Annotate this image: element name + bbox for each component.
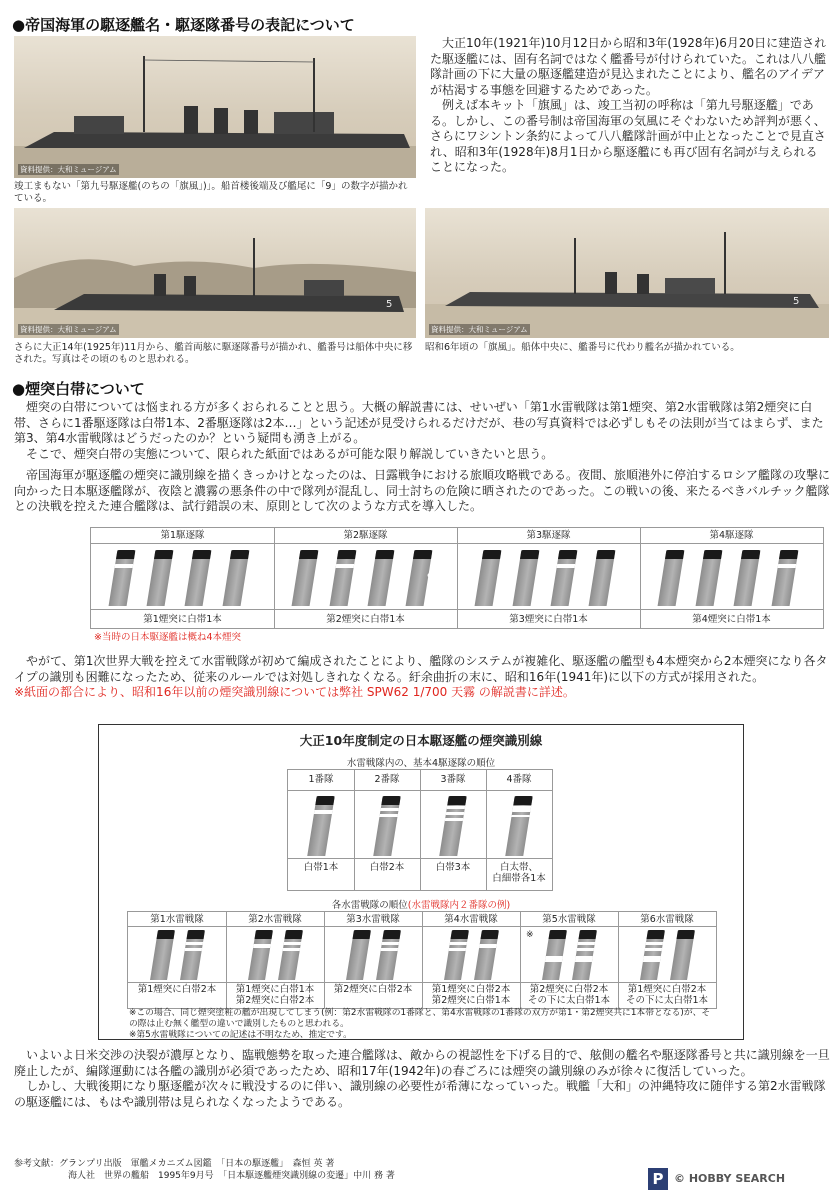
ship-silhouette-2: [14, 208, 416, 338]
squadron-label: 白帯3本: [435, 862, 471, 873]
section1-heading: ●帝国海軍の駆逐艦名・駆逐隊番号の表記について: [12, 16, 355, 34]
flotilla-label: 第2煙突に白帯2本 その下に太白帯1本: [527, 984, 611, 1006]
section3-para-1: いよいよ日米交渉の決裂が濃厚となり、臨戦態勢を取った連合艦隊は、敵からの視認性を下げる目的で、舷側の艦名や駆逐隊番号と共に識別線を一旦廃止したが、編隊運動には各艦の識別が必須であったため、昭和17年(1942年)の春ごろには煙突の識別線のみが徐々に復活していった。: [14, 1048, 830, 1078]
figure2-note-1: ※この場合、同じ煙突塗粧の艦が出現してしまう(例：第2水雷戦隊の1番隊と、第4水雷戦隊の1番隊の双方が第1・第2煙突共に1本帯となる)が、その際は止む無く艦型の違いで識別したものと思われる。: [129, 1008, 711, 1029]
funnel-icon: [696, 550, 723, 606]
hull-number-label-2: 5: [793, 296, 800, 307]
squadron-header: 3番隊: [440, 774, 466, 785]
section2-para-3: 帝国海軍が駆逐艦の煙突に識別線を描くきっかけとなったのは、日露戦争における旅順攻略戦である。夜間、旅順港外に停泊するロシア艦隊の攻撃に向かった日本駆逐艦隊が、夜陰と濃霧の悪条件の中で隊列が混乱し、同士討ちの危険に晒されたのであった。この戦いの後、来たるべきバルチック艦隊との決戦を控えた連合艦隊は、試行錯誤の末、原則として次のような方式を導入した。: [14, 468, 831, 513]
hull-number-label: 5: [386, 299, 393, 310]
funnel-icon: [551, 550, 578, 606]
division-label: 第1煙突に白帯1本: [143, 614, 222, 625]
ship-silhouette-3: [425, 208, 829, 338]
figure-4-funnel-divisions: [90, 527, 824, 629]
photo3-caption: 昭和6年頃の「旗風」。船体中央に、艦番号に代わり艦名が描かれている。: [425, 342, 740, 353]
photo-credit: 資料提供：大和ミュージアム: [20, 165, 117, 174]
funnel-icon: [373, 796, 401, 856]
funnel-number-label: 9: [427, 572, 434, 583]
funnel-icon: [542, 930, 567, 980]
flotilla-header: 第6水雷戦隊: [640, 914, 694, 925]
photo-credit: 資料提供：大和ミュージアム: [431, 325, 528, 334]
references-label: 参考文献：: [14, 1159, 60, 1169]
division-label: 第4煙突に白帯1本: [692, 614, 771, 625]
section2-para-4-block: [14, 654, 830, 701]
division-header: 第2駆逐隊: [343, 530, 388, 541]
section2-heading: ●煙突白帯について: [12, 380, 145, 398]
brand-logo: P: [648, 1168, 668, 1190]
funnel-icon: [640, 930, 665, 980]
section3-text: [14, 1048, 830, 1110]
funnel-icon: [439, 796, 467, 856]
funnel-icon: [278, 930, 303, 980]
funnel-icon: [475, 550, 502, 606]
figure2-subtitle: 水雷戦隊内の、基本4駆逐隊の順位: [346, 758, 496, 769]
figure1-note: ※当時の日本駆逐艦は概ね4本煙突: [94, 632, 242, 643]
flotilla-header: 第1水雷戦隊: [150, 914, 204, 925]
funnel-icon: [670, 930, 695, 980]
funnel-icon: [589, 550, 616, 606]
funnel-icon: [180, 930, 205, 980]
squadron-label: 白帯1本: [303, 862, 339, 873]
division-header: 第1駆逐隊: [160, 530, 205, 541]
squadron-header: 1番隊: [308, 774, 334, 785]
funnel-icon: [307, 796, 335, 856]
figure2-title: 大正10年度制定の日本駆逐艦の煙突識別線: [299, 733, 543, 748]
flotilla-header: 第2水雷戦隊: [248, 914, 302, 925]
photo-hatakaze-1931: [425, 208, 829, 338]
funnel-icon: [734, 550, 761, 606]
section3-para-2: しかし、大戦後期になり駆逐艦が次々に戦没するのに伴い、識別線の必要性が希薄になっていった。戦艦「大和」の沖縄特攻に随伴する第2水雷戦隊の駆逐艦には、もはや識別帯は見られなくなったようである。: [14, 1079, 826, 1109]
funnel-icon: [772, 550, 799, 606]
funnel-icon: [150, 930, 175, 980]
funnel-icon: [658, 550, 685, 606]
section2-red-note: ※紙面の都合により、昭和16年以前の煙突識別線については弊社 SPW62 1/700 天霧 の解説書に詳述。: [14, 685, 575, 699]
references: [14, 1158, 395, 1182]
section1-para-1: 大正10年(1921年)10月12日から昭和3年(1928年)6月20日に建造された駆逐艦には、固有名詞ではなく艦番号が付けられていた。これは八八艦隊計画の下に大量の駆逐艦建造が見込まれたことにより、艦名のアイデアが枯渇する事態を回避するためであった。: [430, 36, 827, 97]
squadron-header: 2番隊: [374, 774, 400, 785]
figure2-note-2: ※第5水雷戦隊についての記述は不明なため、推定です。: [129, 1030, 352, 1040]
section2-para-2: そこで、煙突白帯の実態について、限られた紙面ではあるが可能な限り解説していきたいと思う。: [26, 446, 554, 461]
figure-funnel-identification: [98, 724, 744, 1040]
funnel-icon: [368, 550, 395, 606]
funnel-icon: [223, 550, 250, 606]
funnel-icon: [109, 550, 136, 606]
funnel-icon: [346, 930, 371, 980]
flotilla-label: 第1煙突に白帯2本 その下に太白帯1本: [625, 984, 709, 1006]
funnel-icon: [292, 550, 319, 606]
funnel-icon: [505, 796, 533, 856]
ship-silhouette-1: [14, 36, 416, 178]
reference-2: 海人社 世界の艦船 1995年9月号 「日本駆逐艦煙突識別線の変遷」中川 務 著: [68, 1171, 395, 1181]
asterisk-mark: ※: [526, 930, 534, 940]
section2-para-4: やがて、第1次世界大戦を控えて水雷戦隊が初めて編成されたことにより、艦隊のシステムが複雑化、駆逐艦の艦型も4本煙突から2本煙突になり各タイプの識別も困難になったため、従来のルールでは対処しきれなくなる。紆余曲折の末に、昭和16年(1941年)に以下の方式が採用された。: [14, 654, 828, 684]
figure2-subtitle2: [99, 897, 743, 911]
funnel-icon: [248, 930, 273, 980]
photo-destroyer-1925: [14, 208, 416, 338]
funnel-icon: [572, 930, 597, 980]
photo-credit: 資料提供：大和ミュージアム: [20, 325, 117, 334]
funnel-icon: [330, 550, 357, 606]
funnel-icon: [513, 550, 540, 606]
flotilla-label: 第1煙突に白帯2本: [137, 984, 217, 995]
squadron-label: 白帯2本: [369, 862, 405, 873]
subtitle2-text: 各水雷戦隊の順位: [331, 900, 408, 911]
funnel-icon: [147, 550, 174, 606]
flotilla-label: 第1煙突に白帯2本 第2煙突に白帯1本: [431, 984, 511, 1006]
flotilla-label: 第1煙突に白帯1本 第2煙突に白帯2本: [235, 984, 315, 1006]
flotilla-label: 第2煙突に白帯2本: [333, 984, 413, 995]
section2-para-1: 煙突の白帯については悩まれる方が多くおられることと思う。大概の解説書には、せいぜい「第1水雷戦隊は第1煙突、第2水雷戦隊は第2煙突に白帯、さらに1番駆逐隊は白帯1本、2番駆逐隊は2本…」という記述が見受けられるだけだが、巷の写真資料では必ずしもその法則が当てはまらず、また第3、第4水雷戦隊はどうだったのか？という疑問も湧き上がる。: [14, 400, 824, 445]
division-header: 第3駆逐隊: [526, 530, 571, 541]
section1-para-2: 例えば本キット「旗風」は、竣工当初の呼称は「第九号駆逐艦」である。しかし、この番号制は帝国海軍の気風にそぐわないため評判が悪く、さらにワシントン条約によって八八艦隊計画が中止となったことで見直され、昭和3年(1928年)8月1日から駆逐艦にも再び固有名詞が与えられることになった。: [430, 98, 826, 174]
squadron-label: 白太帯、 白細帯各1本: [492, 862, 546, 884]
photo-destroyer-no9: [14, 36, 416, 178]
subtitle2-red: (水雷戦隊内２番隊の例): [407, 900, 511, 911]
flotilla-header: 第3水雷戦隊: [346, 914, 400, 925]
flotilla-header: 第5水雷戦隊: [542, 914, 596, 925]
division-label: 第2煙突に白帯1本: [326, 614, 405, 625]
division-label: 第3煙突に白帯1本: [509, 614, 588, 625]
funnel-icon: [376, 930, 401, 980]
figure2-notes: [129, 1008, 719, 1041]
funnel-icon: [444, 930, 469, 980]
hobby-search-watermark: © HOBBY SEARCH: [674, 1172, 786, 1185]
photo1-caption: 竣工まもない「第九号駆逐艦(のちの「旗風」)」。船首楼後端及び艦尾に「9」の数字が描かれている。: [14, 181, 408, 204]
section1-text: [430, 36, 828, 176]
photo2-caption: さらに大正14年(1925年)11月から、艦首両舷に駆逐隊番号が描かれ、艦番号は船体中央に移された。写真はその頃のものと思われる。: [14, 342, 413, 365]
funnel-icon: [474, 930, 499, 980]
squadron-header: 4番隊: [506, 774, 532, 785]
section2-text: [14, 400, 830, 515]
flotilla-header: 第4水雷戦隊: [444, 914, 498, 925]
reference-1: グランプリ出版 軍艦メカニズム図鑑 「日本の駆逐艦」 森恒 英 著: [59, 1159, 335, 1169]
division-header: 第4駆逐隊: [709, 530, 754, 541]
funnel-icon: [185, 550, 212, 606]
